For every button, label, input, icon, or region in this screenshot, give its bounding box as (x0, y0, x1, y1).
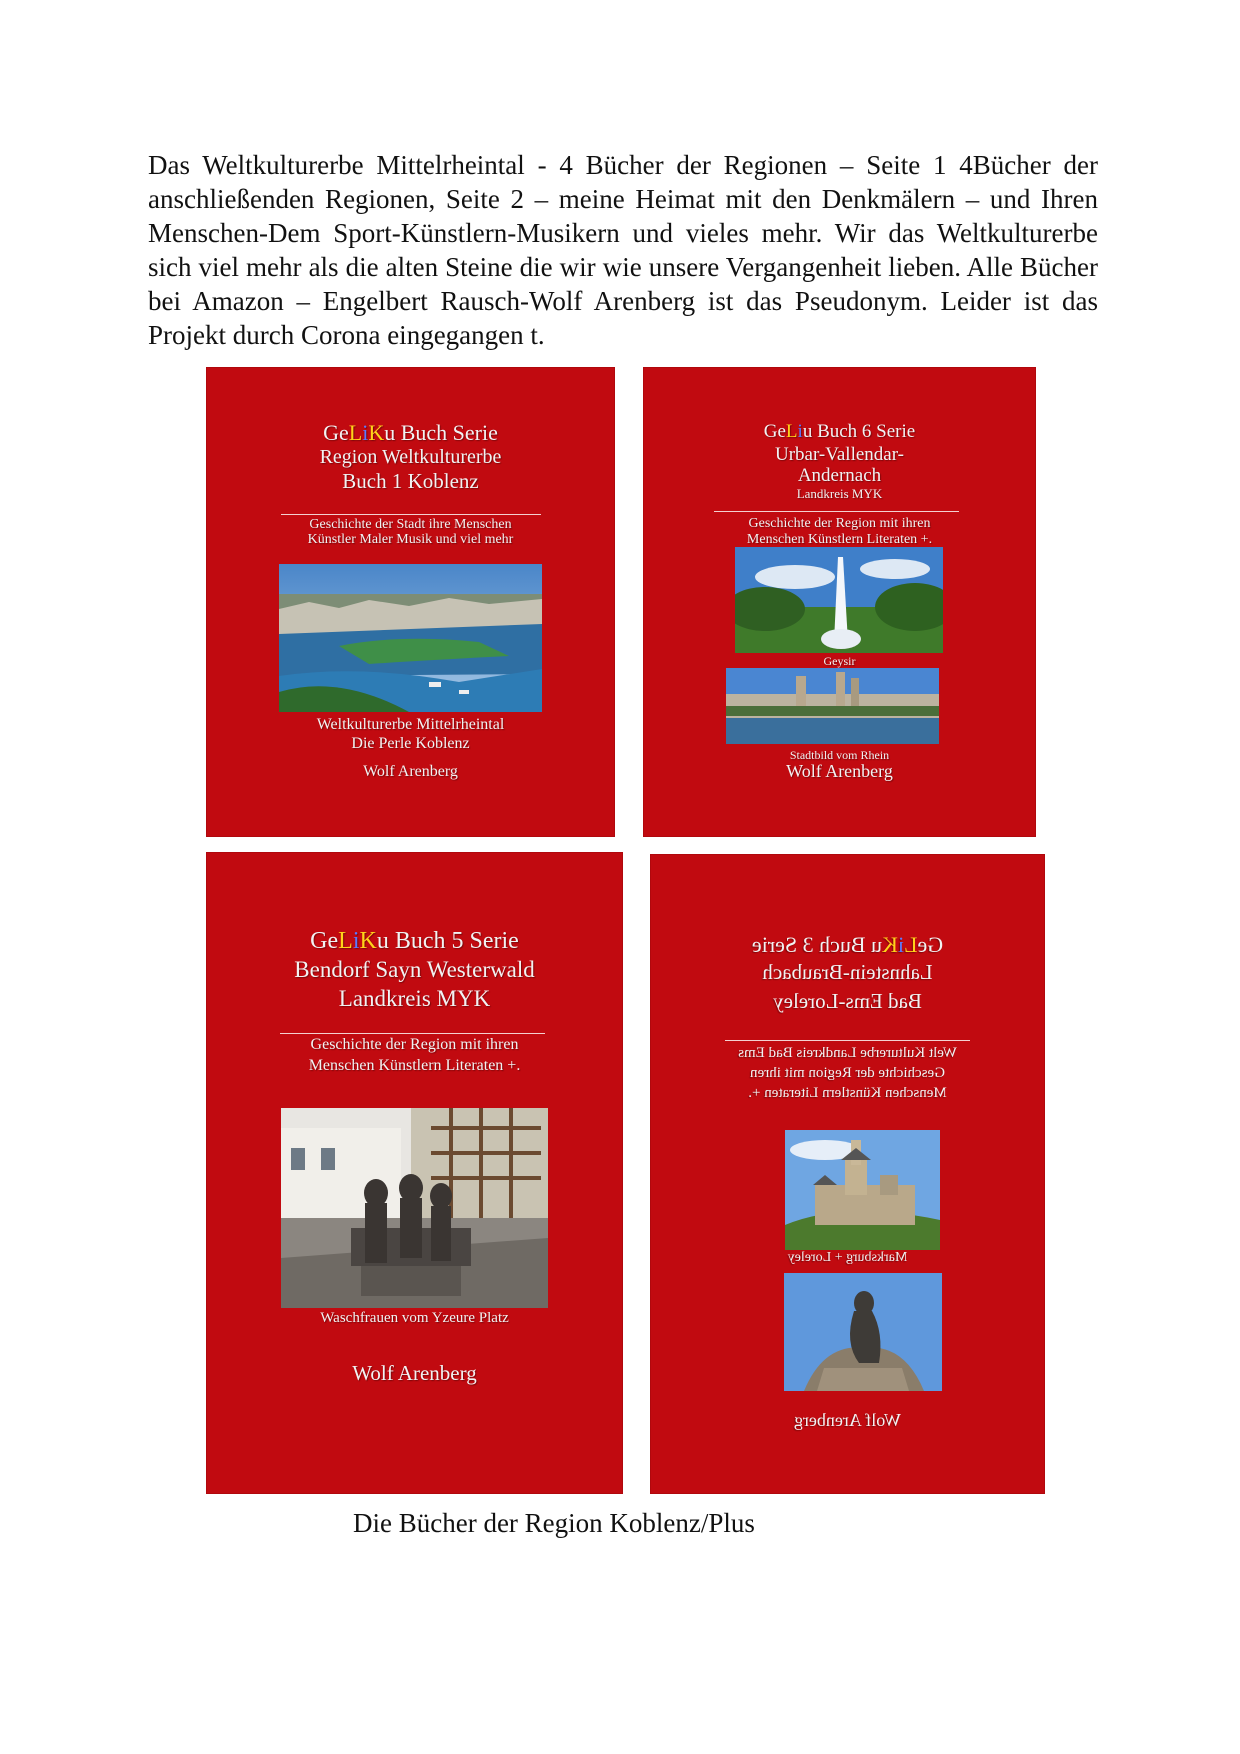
koblenz-panorama-photo (279, 564, 542, 712)
photo-caption: Waschfrauen vom Yzeure Platz (320, 1310, 509, 1326)
divider (714, 511, 959, 512)
cover-description-line: Menschen Künstlern Literaten +. (308, 1057, 521, 1074)
book-cover-urbar-vallendar (644, 368, 1035, 836)
cover-subtitle: Lahnstein-Braubach (762, 960, 933, 984)
cover-footer-line: Die Perle Koblenz (351, 735, 470, 752)
cover-footer-line: Weltkulturerbe Mittelrheintal (316, 716, 505, 733)
divider (725, 1040, 970, 1041)
cover-author: Wolf Arenberg (794, 1410, 901, 1430)
cover-description-line: Geschichte der Stadt ihre Menschen (309, 517, 512, 532)
geysir-photo (735, 547, 943, 653)
cover-description-line: Geschichte der Region mit ihren (310, 1036, 519, 1053)
cover-book-title: Andernach (797, 465, 882, 486)
divider (281, 514, 541, 515)
loreley-statue-photo (784, 1273, 942, 1391)
series-title: GeLiKu Buch 3 Serie (751, 932, 944, 957)
photo-caption: Marksburg + Loreley (787, 1250, 908, 1265)
cover-subtitle: Urbar-Vallendar- (774, 444, 904, 465)
cover-description-line: Menschen Künstlern Literaten +. (748, 1085, 947, 1101)
book-cover-lahnstein-braubach (651, 855, 1044, 1493)
series-title: GeLiu Buch 6 Serie (763, 421, 916, 442)
cover-author: Wolf Arenberg (352, 1361, 477, 1385)
photo-caption: Geysir (823, 654, 856, 668)
waschfrauen-statue-photo (281, 1108, 548, 1308)
cover-description-line: Geschichte der Region mit ihren (750, 1065, 945, 1081)
cover-district: Landkreis MYK (796, 486, 883, 501)
cover-description-line: Geschichte der Region mit ihren (748, 516, 931, 531)
cover-subtitle: Bendorf Sayn Westerwald (294, 957, 535, 982)
marksburg-castle-photo (785, 1130, 940, 1250)
cover-book-title: Landkreis MYK (338, 986, 491, 1011)
cover-book-title: Bad Ems-Loreley (773, 989, 922, 1013)
cover-subtitle: Region Weltkulturerbe (319, 446, 502, 468)
andernach-cityscape-photo (726, 668, 939, 744)
intro-paragraph: Das Weltkulturerbe Mittelrheintal - 4 Bücher der Regionen – Seite 1 4Bücher der anschließenden Regionen, Seite 2 – meine Heimat mit den Denkmälern – und Ihren Menschen-Dem Sport-Künstlern-Musikern und vieles mehr. Wir das Weltkulturerbe sich viel mehr als die alten Steine die wir wie unsere Vergangenheit lieben. Alle Bücher bei Amazon – Engelbert Rausch-Wolf Arenberg ist das Pseudonym. Leider ist das Projekt durch Corona eingegangen t. (148, 150, 1098, 350)
cover-description-line: Menschen Künstlern Literaten +. (746, 532, 933, 547)
page-caption: Die Bücher der Region Koblenz/Plus (353, 1508, 755, 1538)
cover-author: Wolf Arenberg (363, 763, 458, 780)
photo-caption: Stadtbild vom Rhein (789, 748, 890, 762)
series-title: GeLiKu Buch 5 Serie (310, 928, 519, 954)
cover-author: Wolf Arenberg (786, 761, 893, 781)
cover-book-title: Buch 1 Koblenz (342, 469, 479, 493)
series-title: GeLiKu Buch Serie (323, 420, 498, 445)
book-cover-bendorf-sayn (207, 853, 622, 1493)
cover-description-line: Künstler Maler Musik und viel mehr (307, 532, 514, 547)
cover-description-line: Welt Kulturerbe Landkreis Bad Ems (738, 1045, 957, 1061)
book-cover-koblenz (207, 368, 614, 836)
divider (280, 1033, 545, 1034)
